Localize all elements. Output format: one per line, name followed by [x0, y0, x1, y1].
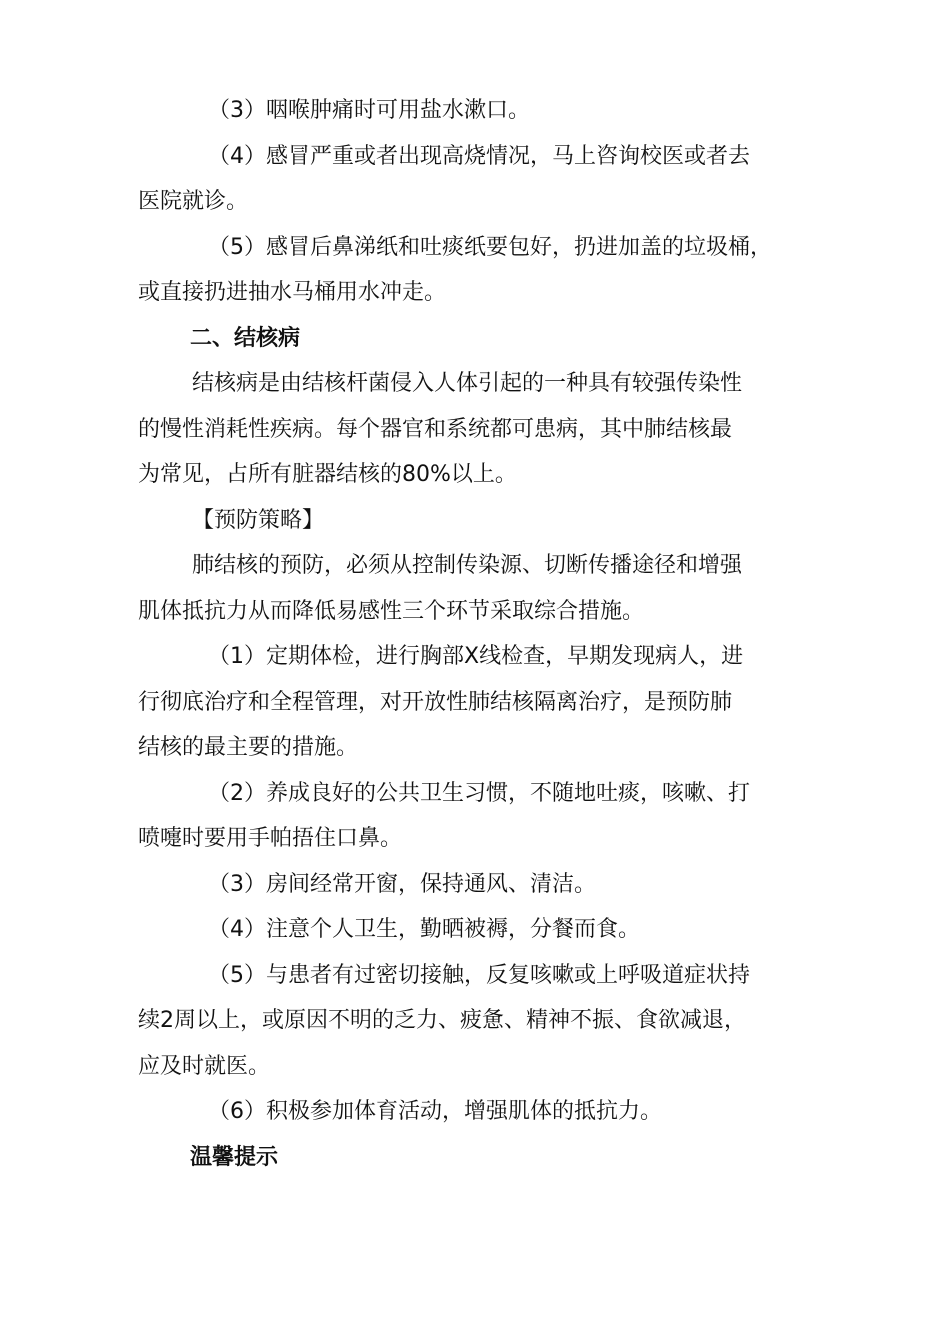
list-item-cold-5-cont: 或直接扔进抽水马桶用水冲走。: [138, 280, 447, 305]
list-item-tb-4: （4）注意个人卫生，勤晒被褥，分餐而食。: [208, 917, 640, 942]
list-item-tb-1: （1）定期体检，进行胸部X线检查，早期发现病人，进: [208, 644, 744, 669]
list-item-cold-5: （5）感冒后鼻涕纸和吐痰纸要包好，扔进加盖的垃圾桶，: [208, 234, 772, 260]
paragraph-prevention-line-2: 肌体抵抗力从而降低易感性三个环节采取综合措施。: [138, 598, 645, 624]
subheading-prevention: 【预防策略】: [192, 507, 325, 533]
list-item-tb-5-cont: 续2周以上，或原因不明的乏力、疲惫、精神不振、食欲减退，: [138, 1008, 746, 1033]
list-item-cold-3: （3）咽喉肿痛时可用盐水漱口。: [208, 98, 530, 123]
paragraph-tb-intro-line-3: 为常见，占所有脏器结核的80%以上。: [138, 462, 517, 487]
list-item-tb-5: （5）与患者有过密切接触，反复咳嗽或上呼吸道症状持: [208, 962, 750, 988]
list-item-cold-4-cont: 医院就诊。: [138, 189, 249, 214]
paragraph-prevention: 肺结核的预防，必须从控制传染源、切断传播途径和增强: [192, 553, 743, 578]
list-item-tb-2: （2）养成良好的公共卫生习惯，不随地吐痰，咳嗽、打: [208, 780, 750, 806]
list-item-cold-4: （4）感冒严重或者出现高烧情况，马上咨询校医或者去: [208, 143, 750, 169]
document-body: [138, 88, 838, 1180]
list-item-tb-2-cont: 喷嚏时要用手帕捂住口鼻。: [138, 826, 403, 851]
list-item-tb-3: （3）房间经常开窗，保持通风、清洁。: [208, 871, 596, 897]
list-item-tb-5-cont-2: 应及时就医。: [138, 1053, 271, 1079]
section-heading-tuberculosis: 二、结核病: [190, 325, 301, 351]
section-heading-tips: 温馨提示: [190, 1144, 279, 1170]
list-item-tb-1-cont-2: 结核的最主要的措施。: [138, 735, 359, 760]
list-item-tb-6: （6）积极参加体育活动，增强肌体的抵抗力。: [208, 1099, 662, 1124]
paragraph-tb-intro: 结核病是由结核杆菌侵入人体引起的一种具有较强传染性: [192, 371, 743, 396]
paragraph-tb-intro-line-2: 的慢性消耗性疾病。每个器官和系统都可患病，其中肺结核最: [138, 416, 733, 442]
list-item-tb-1-cont: 行彻底治疗和全程管理，对开放性肺结核隔离治疗，是预防肺: [138, 689, 733, 715]
